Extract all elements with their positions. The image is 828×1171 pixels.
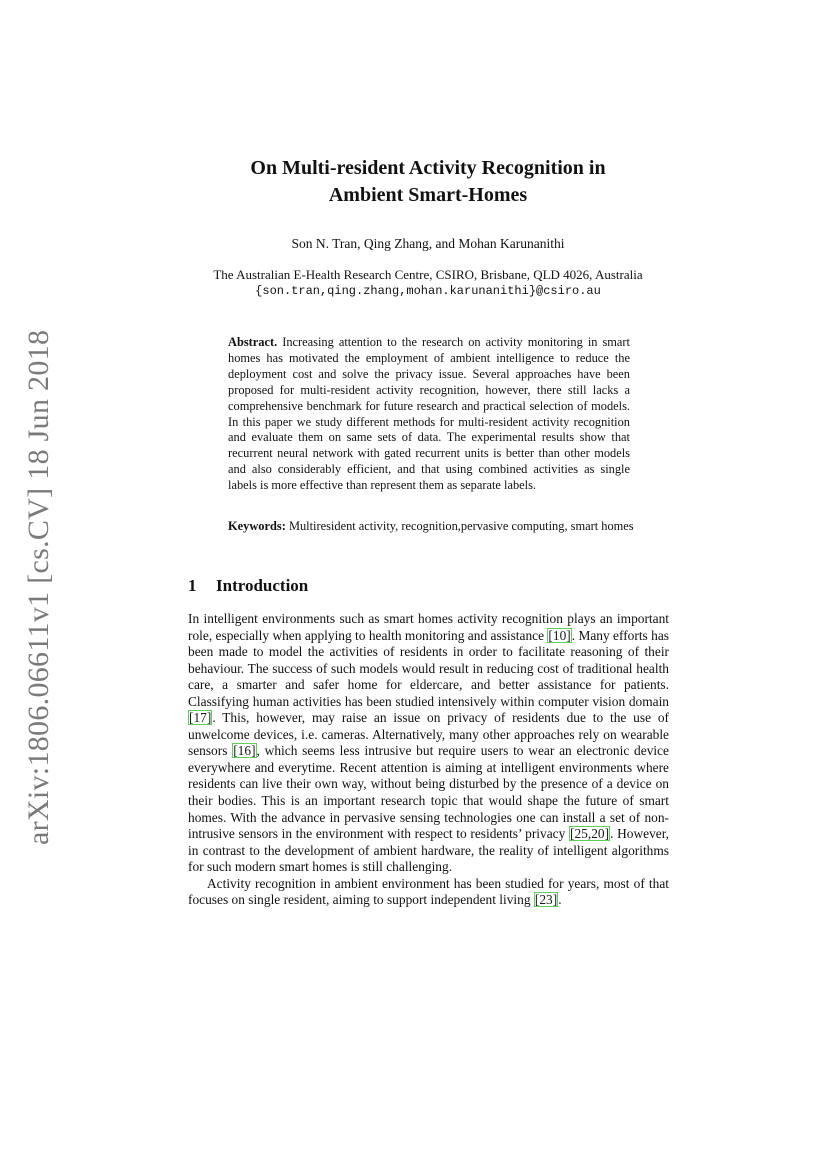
text-run: In intelligent environments such as smart homes activity recognition plays an important role, especially when applying to health monitoring and assistance [188,611,669,643]
abstract [228,335,630,494]
section-title: Introduction [216,576,309,595]
title-line-1: On Multi-resident Activity Recognition in [250,157,606,179]
section-heading [188,576,308,596]
citation-link[interactable]: [23] [534,892,558,908]
arxiv-side-identifier: arXiv:1806.06611v1 [cs.CV] 18 Jun 2018 [22,329,55,845]
text-run: Activity recognition in ambient environment has been studied for years, most of that focuses on single resident, aiming to support independent living [188,875,669,908]
abstract-label: Abstract. [228,335,278,349]
citation-link[interactable]: [16] [233,743,256,759]
keywords-label: Keywords: [228,519,286,533]
affiliation: The Australian E-Health Research Centre, CSIRO, Brisbane, QLD 4026, Australia [213,267,643,282]
paragraph-1 [188,611,669,876]
text-run: . Many efforts has been made to model the activities of residents in order to facilitate reasoning of their behaviour. The success of such models would result in reducing cost of traditional health care, a smarter and safer home for eldercare, and better assistance for patients. Classifying human activities has been studied intensively within computer vision domain [188,627,669,709]
text-run: . This, however, may raise an issue on privacy of residents due to the use of unwelcome devices, i.e. cameras. Alternatively, many other approaches rely on wearable sensors [188,710,669,759]
paragraph-2 [188,876,669,909]
body-text [188,611,669,909]
citation-link[interactable]: [10] [548,627,571,643]
keywords-text: Multiresident activity, recognition,pervasive computing, smart homes [288,519,634,533]
author-emails: {son.tran,qing.zhang,mohan.karunanithi}@csiro.au [255,284,601,298]
title-line-2: Ambient Smart-Homes [328,184,528,206]
author-list: Son N. Tran, Qing Zhang, and Mohan Karunanithi [291,236,565,251]
text-run: . However, in contrast to the development of ambient hardware, the reality of intelligent algorithms for such modern smart homes is still challenging. [188,826,669,875]
citation-link[interactable]: [17] [189,710,212,726]
section-number: 1 [188,576,197,595]
citation-link[interactable]: [25,20] [570,826,610,842]
abstract-text: Increasing attention to the research on activity monitoring in smart homes has motivated the employment of ambient intelligence to reduce the deployment cost and solve the privacy issue. Several approaches have been proposed for multi-resident activity recognition, however, there still lacks a comprehensive benchmark for future research and practical selection of models. In this paper we study different methods for multi-resident activity recognition and evaluate them on same sets of data. The experimental results show that recurrent neural network with gated recurrent units is better than other models and also considerably efficient, and that using combined activities as single labels is more effective than represent them as separate labels. [228,335,630,493]
text-run: . [558,892,562,908]
paper-title [188,155,668,209]
text-run: , which seems less intrusive but require users to wear an electronic device everywhere and everytime. Recent attention is aiming at intelligent environments where residents can live their own way, without being disturbed by the presence of a device on their bodies. This is an important research topic that would shape the future of smart homes. With the advance in pervasive sensing technologies one can install a set of non-intrusive sensors in the environment with respect to residents’ privacy [188,743,669,842]
affiliation-block [150,266,706,300]
keywords [228,518,648,534]
